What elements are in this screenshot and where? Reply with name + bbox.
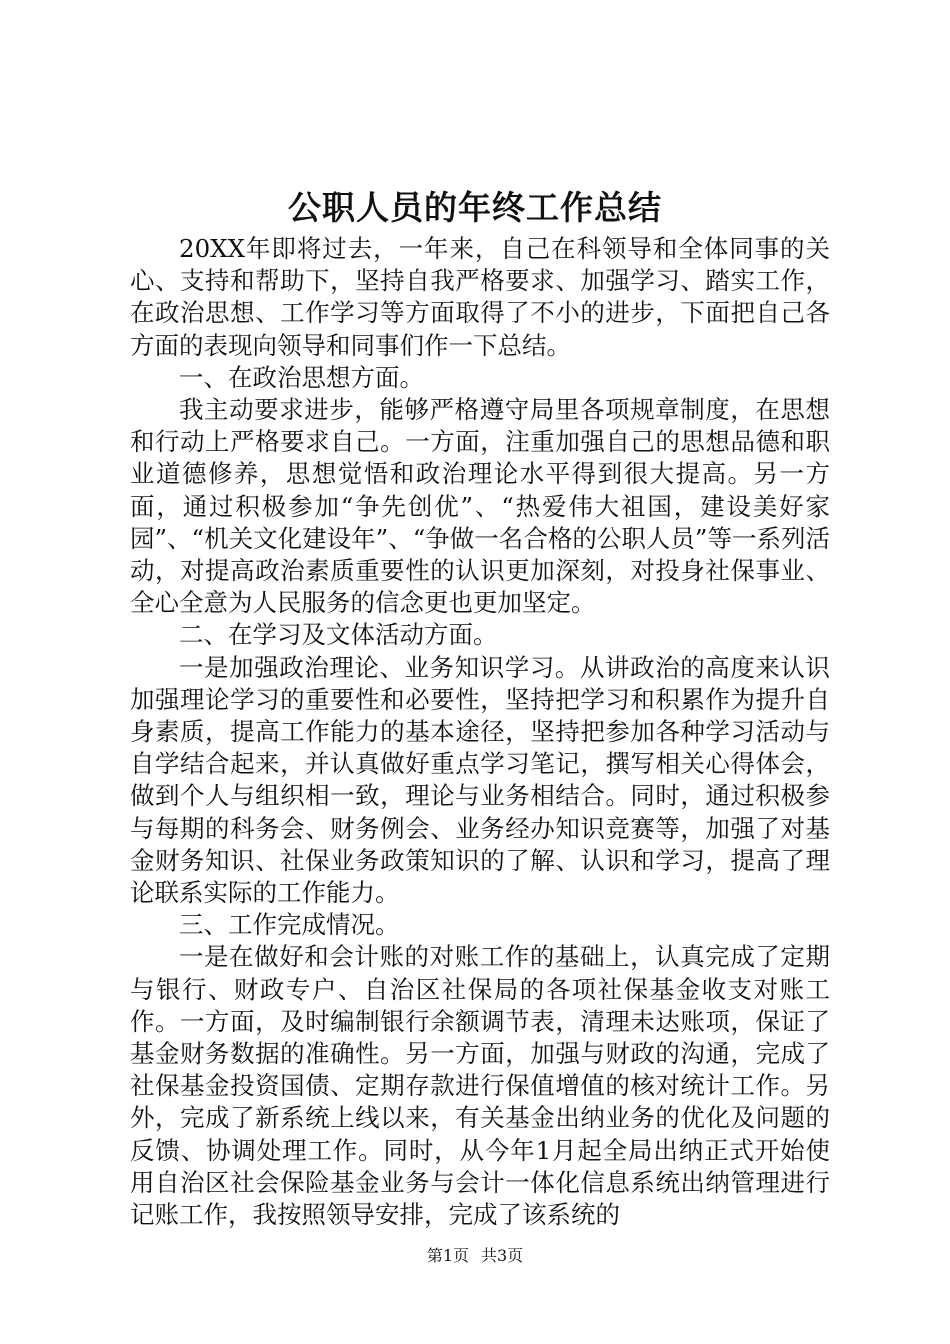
section-heading-work: 三、工作完成情况。 bbox=[179, 910, 400, 940]
document-title: 公职人员的年终工作总结 bbox=[288, 188, 662, 227]
section-heading-study: 二、在学习及文体活动方面。 bbox=[179, 620, 498, 650]
paragraph-work: 一是在做好和会计账的对账工作的基础上，认真完成了定期与银行、财政专户、自治区社保局的各项社保基金收支对账工作。一方面，及时编制银行余额调节表，清理未达账项，保证了基金财务数据的准确性。另一方面，加强与财政的沟通，完成了社保基金投资国债、定期存款进行保值增值的核对统计工作。另外，完成了新系统上线以来，有关基金出纳业务的优化及问题的反馈、协调处理工作。同时，从今年1月起全局出纳正式开始使用自治区社会保险基金业务与会计一体化信息系统出纳管理进行记账工作，我按照领导安排，完成了该系统的 bbox=[130, 942, 830, 1230]
paragraph-politics: 我主动要求进步，能够严格遵守局里各项规章制度，在思想和行动上严格要求自己。一方面，注重加强自己的思想品德和职业道德修养，思想觉悟和政治理论水平得到很大提高。另一方面，通过积极参加“争先创优”、“热爱伟大祖国，建设美好家园”、“机关文化建设年”、“争做一名合格的公职人员”等一系列活动，对提高政治素质重要性的认识更加深刻，对投身社保事业、全心全意为人民服务的信念更也更加坚定。 bbox=[130, 395, 830, 618]
paragraph-study: 一是加强政治理论、业务知识学习。从讲政治的高度来认识加强理论学习的重要性和必要性，坚持把学习和积累作为提升自身素质，提高工作能力的基本途径，坚持把参加各种学习活动与自学结合起来，并认真做好重点学习笔记，撰写相关心得体会，做到个人与组织相一致，理论与业务相结合。同时，通过积极参与每期的科务会、财务例会、业务经办知识竞赛等，加强了对基金财务知识、社保业务政策知识的了解、认识和学习，提高了理论联系实际的工作能力。 bbox=[130, 652, 830, 908]
page-footer bbox=[0, 1244, 950, 1268]
document-body bbox=[130, 233, 830, 1231]
page-total: 共3页 bbox=[481, 1246, 524, 1265]
page-number: 第1页 bbox=[426, 1246, 469, 1265]
paragraph-intro: 20XX年即将过去，一年来，自己在科领导和全体同事的关心、支持和帮助下，坚持自我严格要求、加强学习、踏实工作，在政治思想、工作学习等方面取得了不小的进步，下面把自己各方面的表现向领导和同事们作一下总结。 bbox=[130, 234, 830, 360]
section-heading-politics: 一、在政治思想方面。 bbox=[179, 362, 424, 392]
